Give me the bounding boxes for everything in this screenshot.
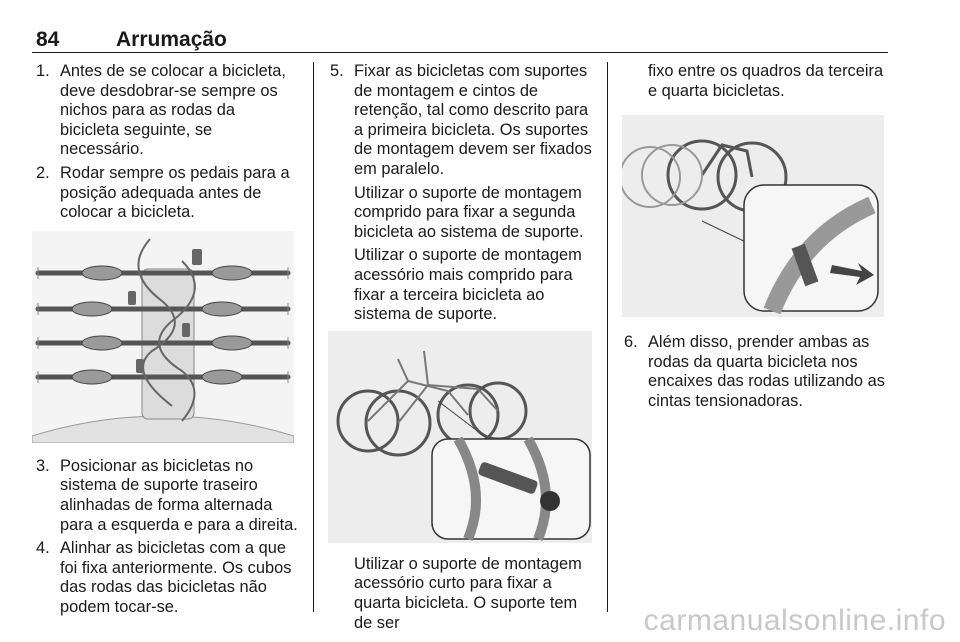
list-item [36, 164, 298, 223]
list-item [624, 333, 886, 411]
list-number: 6. [624, 333, 638, 352]
wheel-strap-illustration [622, 115, 884, 317]
list-number: 3. [36, 456, 50, 475]
list-text: Antes de se colocar a bicicleta, deve desdobrar-se sempre os nichos para as rodas da bicicleta seguinte, se necessário. [60, 62, 286, 159]
column-divider-1 [313, 62, 314, 612]
list-item [36, 62, 298, 160]
list-item [330, 62, 594, 180]
list-text: Fixar as bicicletas com suportes de montagem e cintos de retenção, tal como descrito para a primeira bicicleta. Os suportes de montagem devem ser fixados em paralelo. [354, 62, 592, 178]
bikes-mounted-illustration [328, 331, 592, 543]
list-text: Além disso, prender ambas as rodas da quarta bicicleta nos encaixes das rodas utilizando as cintas tensionadoras. [648, 333, 885, 410]
list-item [36, 457, 298, 535]
page-header [32, 24, 888, 54]
paragraph: Utilizar o suporte de montagem comprido para fixar a segunda bicicleta ao sistema de suporte. [354, 183, 584, 241]
list-number: 2. [36, 163, 50, 182]
list-text: Alinhar as bicicletas com a que foi fixa anteriormente. Os cubos das rodas das bicicletas não podem tocar-se. [60, 539, 292, 616]
watermark: carmanualsonline.info [643, 604, 946, 637]
column-divider-2 [607, 62, 608, 612]
paragraph: Utilizar o suporte de montagem acessório mais comprido para fixar a terceira bicicleta ao sistema de suporte. [354, 246, 582, 324]
page-title: Arrumação [116, 28, 227, 51]
list-text: Posicionar as bicicletas no sistema de suporte traseiro alinhadas de forma alternada para a esquerda e para a direita. [60, 456, 298, 534]
list-number: 4. [36, 539, 50, 558]
paragraph: fixo entre os quadros da terceira e quarta bicicletas. [648, 62, 884, 100]
list-number: 5. [330, 62, 344, 80]
column-3 [624, 62, 886, 416]
column-1 [36, 62, 298, 622]
paragraph: Utilizar o suporte de montagem acessório curto para fixar a quarta bicicleta. O suporte tem de ser [354, 554, 582, 632]
list-text: Rodar sempre os pedais para a posição adequada antes de colocar a bicicleta. [60, 163, 290, 222]
bike-rack-top-view-illustration [32, 231, 294, 443]
header-rule [32, 52, 888, 53]
list-item [36, 539, 298, 617]
column-2 [330, 62, 594, 637]
page-number: 84 [36, 28, 60, 51]
list-number: 1. [36, 62, 50, 80]
